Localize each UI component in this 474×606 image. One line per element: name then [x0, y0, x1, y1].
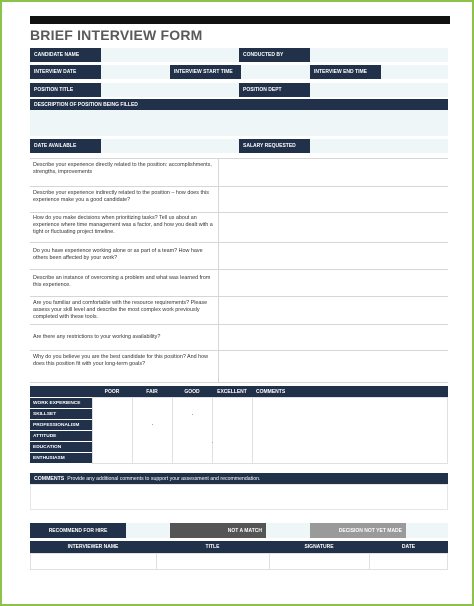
signoff-col-title: TITLE [205, 544, 220, 550]
question-divider [30, 269, 448, 270]
interview-date-label: INTERVIEW DATE [30, 65, 101, 79]
question-divider [30, 186, 448, 187]
candidate-name-field[interactable] [101, 48, 239, 62]
question-3: How do you make decisions when prioritizing tasks? Tell us about an experience where time management was a factor, and how you dealt with a tight or fluctuating project timeline. [33, 215, 213, 235]
position-title-field[interactable] [101, 83, 239, 97]
form-page [2, 2, 472, 604]
grid-mark [192, 414, 193, 415]
question-7: Are there any restrictions to your working availability? [33, 334, 161, 340]
rating-col-fair: FAIR [146, 388, 158, 395]
date-available-label: DATE AVAILABLE [30, 139, 101, 153]
form-title: BRIEF INTERVIEW FORM [30, 27, 203, 43]
signoff-col-signature: SIGNATURE [304, 544, 334, 550]
comments-hint: Provide any additional comments to support your assessment and recommendation. [67, 475, 261, 482]
rating-row-work-experience: WORK EXPERIENCE [30, 398, 92, 408]
answer-column[interactable] [218, 158, 449, 382]
question-6: Are you familiar and comfortable with the resource requirements? Please assess your skill level and describe the most complex work previously completed with these tools. [33, 300, 208, 320]
signoff-col-interviewer-name: INTERVIEWER NAME [67, 544, 119, 550]
question-divider [30, 350, 448, 351]
rating-col-excellent: EXCELLENT [217, 388, 247, 395]
question-divider [30, 382, 448, 383]
decision-not-yet-made-checkbox[interactable] [406, 523, 448, 538]
rating-col-good: GOOD [184, 388, 200, 395]
rating-poor-cells[interactable] [92, 397, 133, 464]
description-field[interactable] [30, 110, 448, 136]
interview-date-field[interactable] [101, 65, 170, 79]
rating-good-cells[interactable] [172, 397, 213, 464]
position-title-label: POSITION TITLE [30, 83, 101, 97]
interview-start-time-field[interactable] [241, 65, 310, 79]
candidate-name-label: CANDIDATE NAME [30, 48, 101, 62]
question-5: Describe an instance of overcoming a problem and what was learned from this experience. [33, 275, 211, 288]
rating-row-enthusiasm: ENTHUSIASM [30, 453, 92, 463]
rating-row-education: EDUCATION [30, 442, 92, 452]
comments-label: COMMENTS [34, 475, 65, 482]
top-rule [30, 16, 450, 24]
position-dept-label: POSITION DEPT [239, 83, 310, 97]
question-8: Why do you believe you are the best candidate for this position? And how does this position fit with your long-term goals? [33, 354, 209, 367]
salary-requested-label: SALARY REQUESTED [239, 139, 310, 153]
not-a-match-checkbox[interactable] [266, 523, 310, 538]
interview-end-time-field[interactable] [381, 65, 448, 79]
signoff-col-date: DATE [401, 544, 416, 550]
description-label: DESCRIPTION OF POSITION BEING FILLED [30, 99, 448, 110]
question-4: Do you have experience working alone or as part of a team? How have others been affected by your work? [33, 248, 203, 261]
question-1: Describe your experience directly related to the position: accomplishments, strengths, improvements [33, 162, 212, 175]
rating-col-poor: POOR [104, 388, 120, 395]
salary-requested-field[interactable] [310, 139, 448, 153]
comments-bar [30, 473, 448, 484]
question-divider [30, 296, 448, 297]
interviewer-name-field[interactable] [30, 553, 157, 570]
position-dept-field[interactable] [310, 83, 448, 97]
rating-row-professionalism: PROFESSIONALISM [30, 420, 92, 430]
question-divider [30, 212, 448, 213]
rating-row-attitude: ATTITUDE [30, 431, 92, 441]
comments-field[interactable] [30, 484, 448, 510]
grid-mark [212, 442, 213, 443]
conducted-by-label: CONDUCTED BY [239, 48, 310, 62]
rating-col-comments: COMMENTS [256, 388, 286, 395]
signoff-date-field[interactable] [369, 553, 448, 570]
question-2: Describe your experience indirectly related to the position – how does this experience make you a good candidate? [33, 190, 209, 203]
conducted-by-field[interactable] [310, 48, 448, 62]
rating-row-skillset: SKILLSET [30, 409, 92, 419]
decision-not-yet-made-label: DECISION NOT YET MADE [310, 523, 406, 538]
not-a-match-label: NOT A MATCH [170, 523, 266, 538]
interviewer-title-field[interactable] [156, 553, 270, 570]
rating-comments-cells[interactable] [252, 397, 448, 464]
recommend-for-hire-label: RECOMMEND FOR HIRE [30, 523, 126, 538]
question-divider [30, 242, 448, 243]
interview-start-time-label: INTERVIEW START TIME [170, 65, 241, 79]
rating-fair-cells[interactable] [132, 397, 173, 464]
date-available-field[interactable] [101, 139, 239, 153]
rating-excellent-cells[interactable] [212, 397, 253, 464]
grid-mark [152, 424, 153, 425]
interview-end-time-label: INTERVIEW END TIME [310, 65, 381, 79]
question-divider [30, 324, 448, 325]
signature-field[interactable] [269, 553, 370, 570]
recommend-for-hire-checkbox[interactable] [126, 523, 170, 538]
